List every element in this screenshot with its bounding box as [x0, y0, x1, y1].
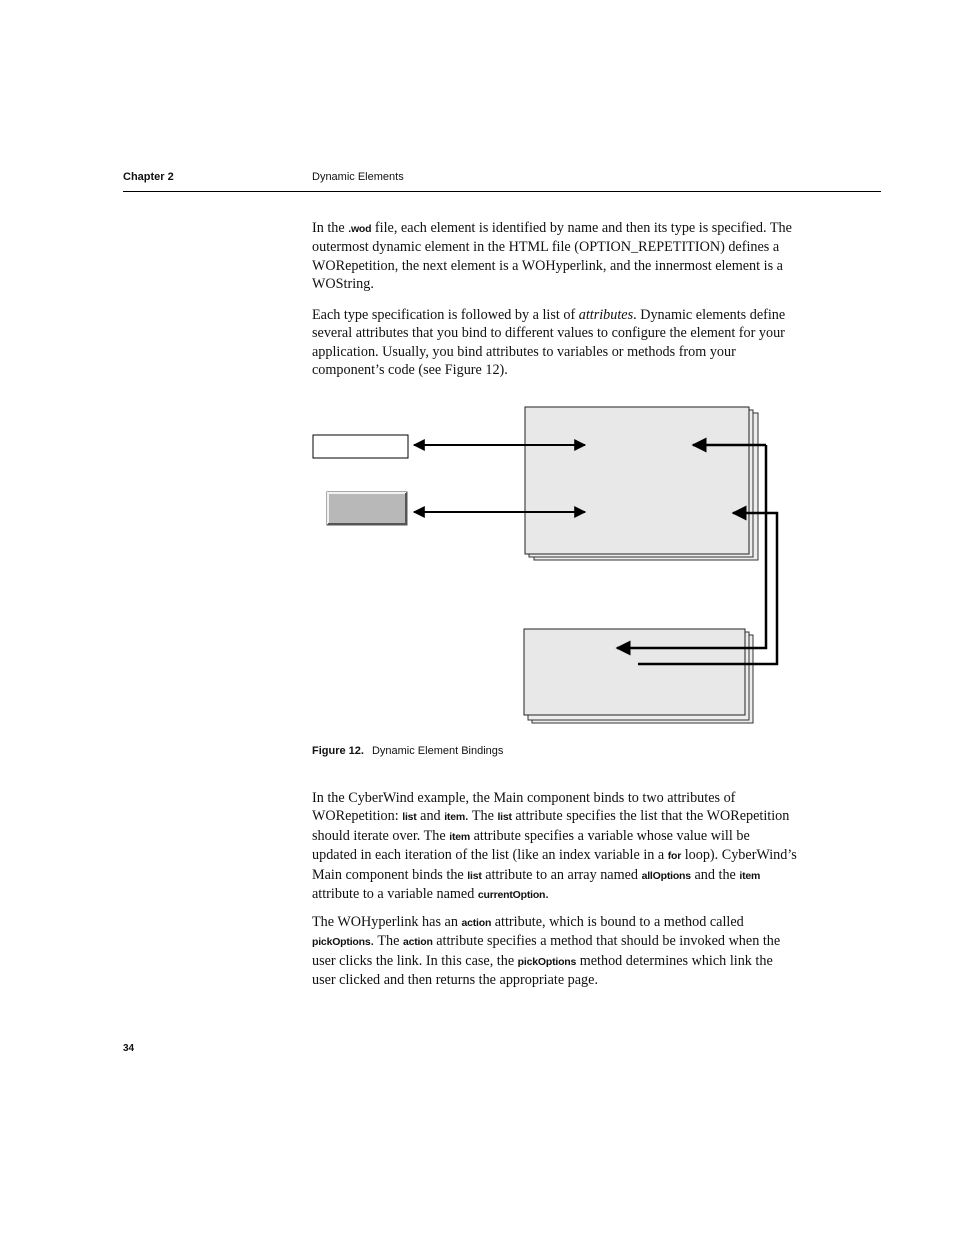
paragraph-text: method determines which link the user clicked and then returns the appropriate page. — [312, 952, 773, 989]
paragraph-text: In the — [312, 220, 349, 236]
paragraph-text: attribute, which is bound to a method called — [491, 914, 744, 930]
paragraph-wohyperlink — [312, 913, 798, 990]
code-term: pickOptions — [312, 936, 371, 949]
paragraph-text: The WOHyperlink has an — [312, 914, 462, 930]
header-rule — [123, 191, 881, 192]
paragraph-text: attribute to a variable named — [312, 886, 478, 903]
code-term: item — [449, 830, 471, 843]
paragraph-text: Each type specification is followed by a list of — [312, 307, 579, 323]
code-term: pickOptions — [517, 955, 577, 968]
paragraph-text: . The — [370, 933, 403, 950]
paragraph-wod-file — [312, 219, 798, 294]
paragraph-text: . — [545, 886, 549, 903]
code-term: .wod — [348, 223, 372, 235]
bindings-diagram — [300, 395, 800, 735]
running-header-chapter: Chapter 2 — [123, 171, 174, 183]
page-number: 34 — [123, 1043, 135, 1054]
code-term: item — [739, 869, 761, 882]
emphasis-term: attributes — [578, 307, 634, 323]
upper-box — [525, 407, 749, 554]
text-field-widget — [313, 435, 408, 458]
paragraph-text: . The — [465, 808, 498, 825]
paragraph-cyberwind — [312, 789, 798, 904]
code-term: list — [497, 811, 512, 824]
paragraph-text: In the CyberWind example, the Main component binds to two attributes of WORepetition: — [312, 790, 736, 825]
code-term: list — [402, 811, 417, 824]
code-term: action — [461, 917, 492, 929]
paragraph-text: attribute to an array named — [481, 866, 642, 883]
button-widget — [327, 492, 407, 525]
code-term: allOptions — [641, 869, 691, 882]
paragraph-text: and — [416, 808, 445, 825]
paragraph-text: attribute specifies a variable whose value will be updated in each iteration of the list (like an index variable in a — [312, 827, 750, 864]
paragraph-text: loop). CyberWind’s Main component binds the — [312, 847, 797, 883]
code-term: for — [667, 850, 682, 863]
paragraph-text: attribute specifies the list that the WORepetition should iterate over. The — [312, 808, 790, 844]
code-term: currentOption — [477, 889, 546, 902]
running-header-section: Dynamic Elements — [312, 171, 404, 183]
lower-box — [524, 629, 745, 715]
paragraph-text: and the — [690, 866, 740, 883]
figure-label: Figure 12. — [312, 745, 364, 757]
code-term: list — [467, 869, 482, 882]
paragraph-text: attribute specifies a method that should be invoked when the user clicks the link. In this case, the — [312, 933, 781, 969]
paragraph-attributes — [312, 306, 798, 380]
figure-title: Dynamic Element Bindings — [371, 745, 504, 757]
figure-caption — [312, 745, 503, 757]
paragraph-text: file, each element is identified by name and then its type is specified. The outermost dynamic element in the HTML file (OPTION_REPETITION) defines a WORepetition, the next element is a WOHyperlink, and the innermost element is a WOString. — [312, 220, 792, 293]
code-term: action — [402, 936, 433, 949]
paragraph-text: . Dynamic elements define several attributes that you bind to different values to configure the element for your application. Usually, you bind attributes to variables or methods from your component’s code (see Figure 12). — [312, 307, 786, 379]
code-term: item — [444, 811, 465, 824]
